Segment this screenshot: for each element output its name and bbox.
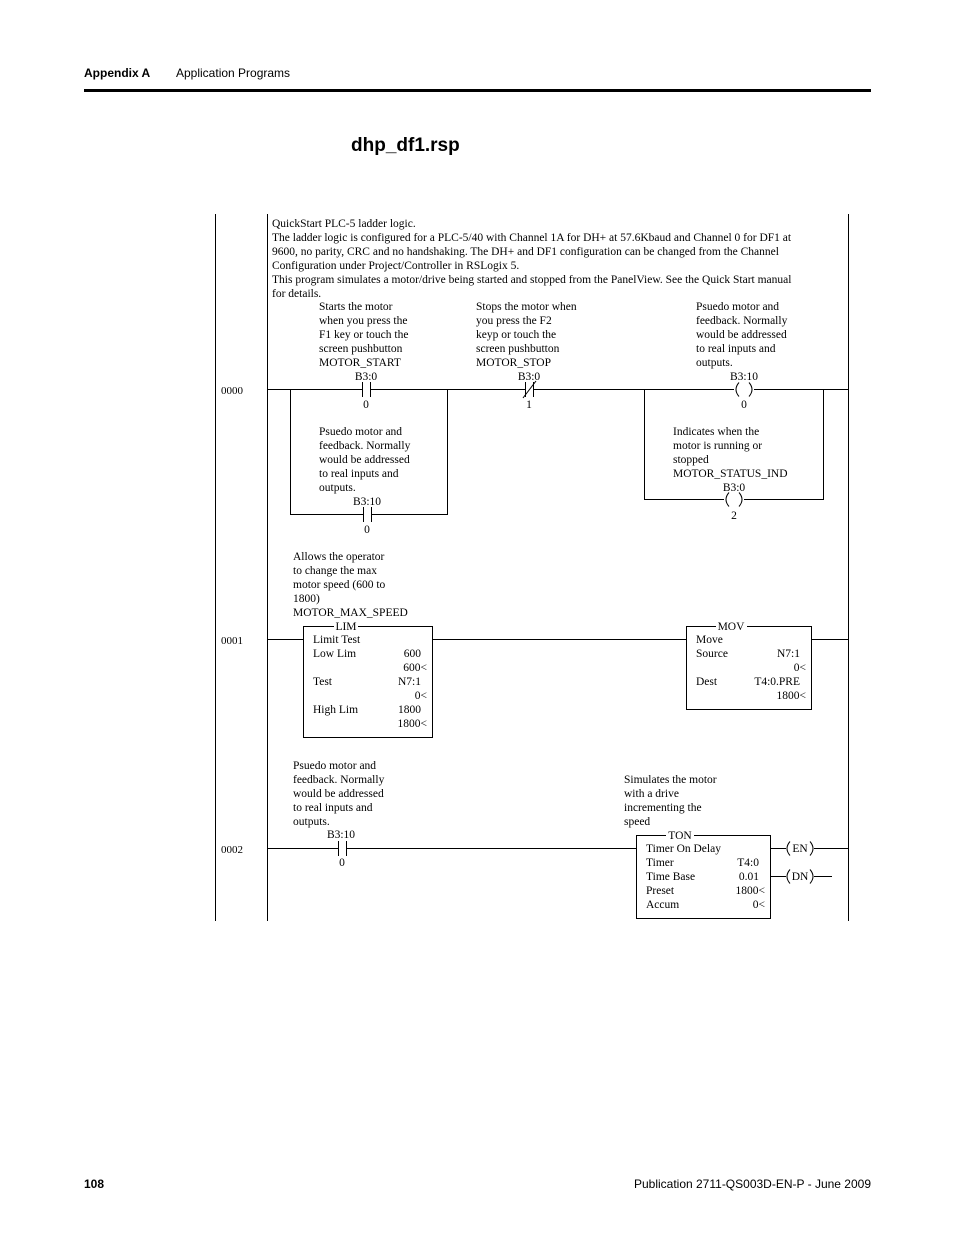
mov-source-value: 0< xyxy=(793,662,806,674)
comment-line: Psuedo motor and xyxy=(319,426,403,438)
mov-dest-label: Dest xyxy=(696,676,718,688)
ton-preset-label: Preset xyxy=(646,885,675,897)
comment-line: to real inputs and xyxy=(319,468,399,480)
page-title: dhp_df1.rsp xyxy=(351,135,460,156)
comment-line: Indicates when the xyxy=(673,426,760,438)
rung-number: 0001 xyxy=(221,635,243,647)
lim-low-label: Low Lim xyxy=(313,648,357,660)
contact-address: B3:0 xyxy=(354,371,378,383)
comment-line: would be addressed xyxy=(293,788,384,800)
comment-line: F1 key or touch the xyxy=(319,329,409,341)
comment-line: feedback. Normally xyxy=(319,440,411,452)
comment-line: speed xyxy=(624,816,651,828)
comment-line: incrementing the xyxy=(624,802,702,814)
comment-line: MOTOR_MAX_SPEED xyxy=(293,607,408,619)
contact-bit: 0 xyxy=(363,399,369,411)
ton-timebase-label: Time Base xyxy=(646,871,696,883)
ton-desc: Timer On Delay xyxy=(646,843,721,855)
comment-line: MOTOR_STOP xyxy=(476,357,551,369)
comment-line: MOTOR_START xyxy=(319,357,401,369)
publication-info: Publication 2711-QS003D-EN-P - June 2009 xyxy=(633,1177,871,1191)
comment-line: Starts the motor xyxy=(319,301,393,313)
lim-low-value: 600< xyxy=(403,662,427,674)
intro-line: QuickStart PLC-5 ladder logic. xyxy=(272,218,416,230)
coil-address: B3:10 xyxy=(729,371,759,383)
ton-timer: T4:0 xyxy=(737,857,759,869)
comment-line: MOTOR_STATUS_IND xyxy=(673,468,788,480)
comment-line: would be addressed xyxy=(696,329,787,341)
contact-bit: 0 xyxy=(339,857,345,869)
lim-low: 600 xyxy=(403,648,421,660)
comment-line: outputs. xyxy=(293,816,330,828)
comment-line: Allows the operator xyxy=(293,551,385,563)
intro-line: for details. xyxy=(272,288,322,300)
output-coil xyxy=(736,383,752,397)
intro-line: 9600, no parity, CRC and no handshaking. The DH+ and DF1 configuration can be changed from the Channel xyxy=(272,246,779,258)
rung-number: 0002 xyxy=(221,844,243,856)
coil-bit: 0 xyxy=(741,399,747,411)
comment-line: screen pushbutton xyxy=(476,343,560,355)
comment-line: you press the F2 xyxy=(476,315,552,327)
comment-line: 1800) xyxy=(293,593,320,605)
contact-bit: 1 xyxy=(526,399,532,411)
comment-line: stopped xyxy=(673,454,709,466)
comment-line: motor is running or xyxy=(673,440,763,452)
examine-off-contact xyxy=(520,381,538,398)
ton-timer-label: Timer xyxy=(646,857,674,869)
coil-bit: 2 xyxy=(731,510,737,522)
output-coil xyxy=(726,493,742,507)
contact-bit: 0 xyxy=(364,524,370,536)
comment-line: feedback. Normally xyxy=(293,774,385,786)
contact-address: B3:10 xyxy=(352,496,382,508)
comment-line: outputs. xyxy=(696,357,733,369)
mov-instruction xyxy=(687,621,812,710)
ton-accum-label: Accum xyxy=(646,899,680,911)
lim-desc: Limit Test xyxy=(313,634,361,646)
mov-source-label: Source xyxy=(696,648,728,660)
rung-number: 0000 xyxy=(221,385,243,397)
ton-timebase: 0.01 xyxy=(738,871,759,883)
mov-desc: Move xyxy=(696,634,723,646)
coil-address: B3:0 xyxy=(722,482,746,494)
examine-on-contact xyxy=(358,507,376,522)
lim-high-label: High Lim xyxy=(313,704,359,716)
lim-high-value: 1800< xyxy=(397,718,427,730)
comment-line: Stops the motor when xyxy=(476,301,577,313)
lim-name: LIM xyxy=(335,621,357,633)
contact-address: B3:10 xyxy=(326,829,356,841)
ton-accum: 0< xyxy=(752,899,765,911)
lim-test-label: Test xyxy=(313,676,332,688)
header-chapter: Application Programs xyxy=(176,66,291,80)
examine-on-contact xyxy=(357,382,375,397)
ton-dn-label: DN xyxy=(791,871,809,883)
comment-line: to real inputs and xyxy=(293,802,373,814)
mov-dest-value: 1800< xyxy=(776,690,806,702)
intro-line: The ladder logic is configured for a PLC-5/40 with Channel 1A for DH+ at 57.6Kbaud and Channel 0 for DF1 at xyxy=(272,232,792,244)
comment-line: screen pushbutton xyxy=(319,343,403,355)
comment-line: to real inputs and xyxy=(696,343,776,355)
mov-name: MOV xyxy=(717,621,745,633)
ton-name: TON xyxy=(668,830,692,842)
intro-line: This program simulates a motor/drive being started and stopped from the PanelView. See the Quick Start manual xyxy=(272,274,792,286)
mov-dest: T4:0.PRE xyxy=(754,676,800,688)
intro-line: Configuration under Project/Controller in RSLogix 5. xyxy=(272,260,520,272)
lim-test: N7:1 xyxy=(398,676,421,688)
ton-preset: 1800< xyxy=(735,885,765,897)
comment-line: when you press the xyxy=(319,315,408,327)
lim-instruction xyxy=(304,621,433,738)
ton-instruction xyxy=(637,830,849,919)
header-section: Appendix A xyxy=(84,66,151,80)
ton-en-label: EN xyxy=(792,843,808,855)
contact-address: B3:0 xyxy=(517,371,541,383)
mov-source: N7:1 xyxy=(777,648,800,660)
lim-high: 1800 xyxy=(398,704,421,716)
comment-line: Psuedo motor and xyxy=(293,760,377,772)
comment-line: with a drive xyxy=(624,788,679,800)
comment-line: would be addressed xyxy=(319,454,410,466)
comment-line: to change the max xyxy=(293,565,377,577)
comment-line: Psuedo motor and xyxy=(696,301,780,313)
comment-line: outputs. xyxy=(319,482,356,494)
comment-line: keyp or touch the xyxy=(476,329,557,341)
lim-test-value: 0< xyxy=(414,690,427,702)
comment-line: Simulates the motor xyxy=(624,774,717,786)
comment-line: motor speed (600 to xyxy=(293,579,386,591)
examine-on-contact xyxy=(333,841,351,856)
page-number: 108 xyxy=(84,1177,105,1191)
comment-line: feedback. Normally xyxy=(696,315,788,327)
